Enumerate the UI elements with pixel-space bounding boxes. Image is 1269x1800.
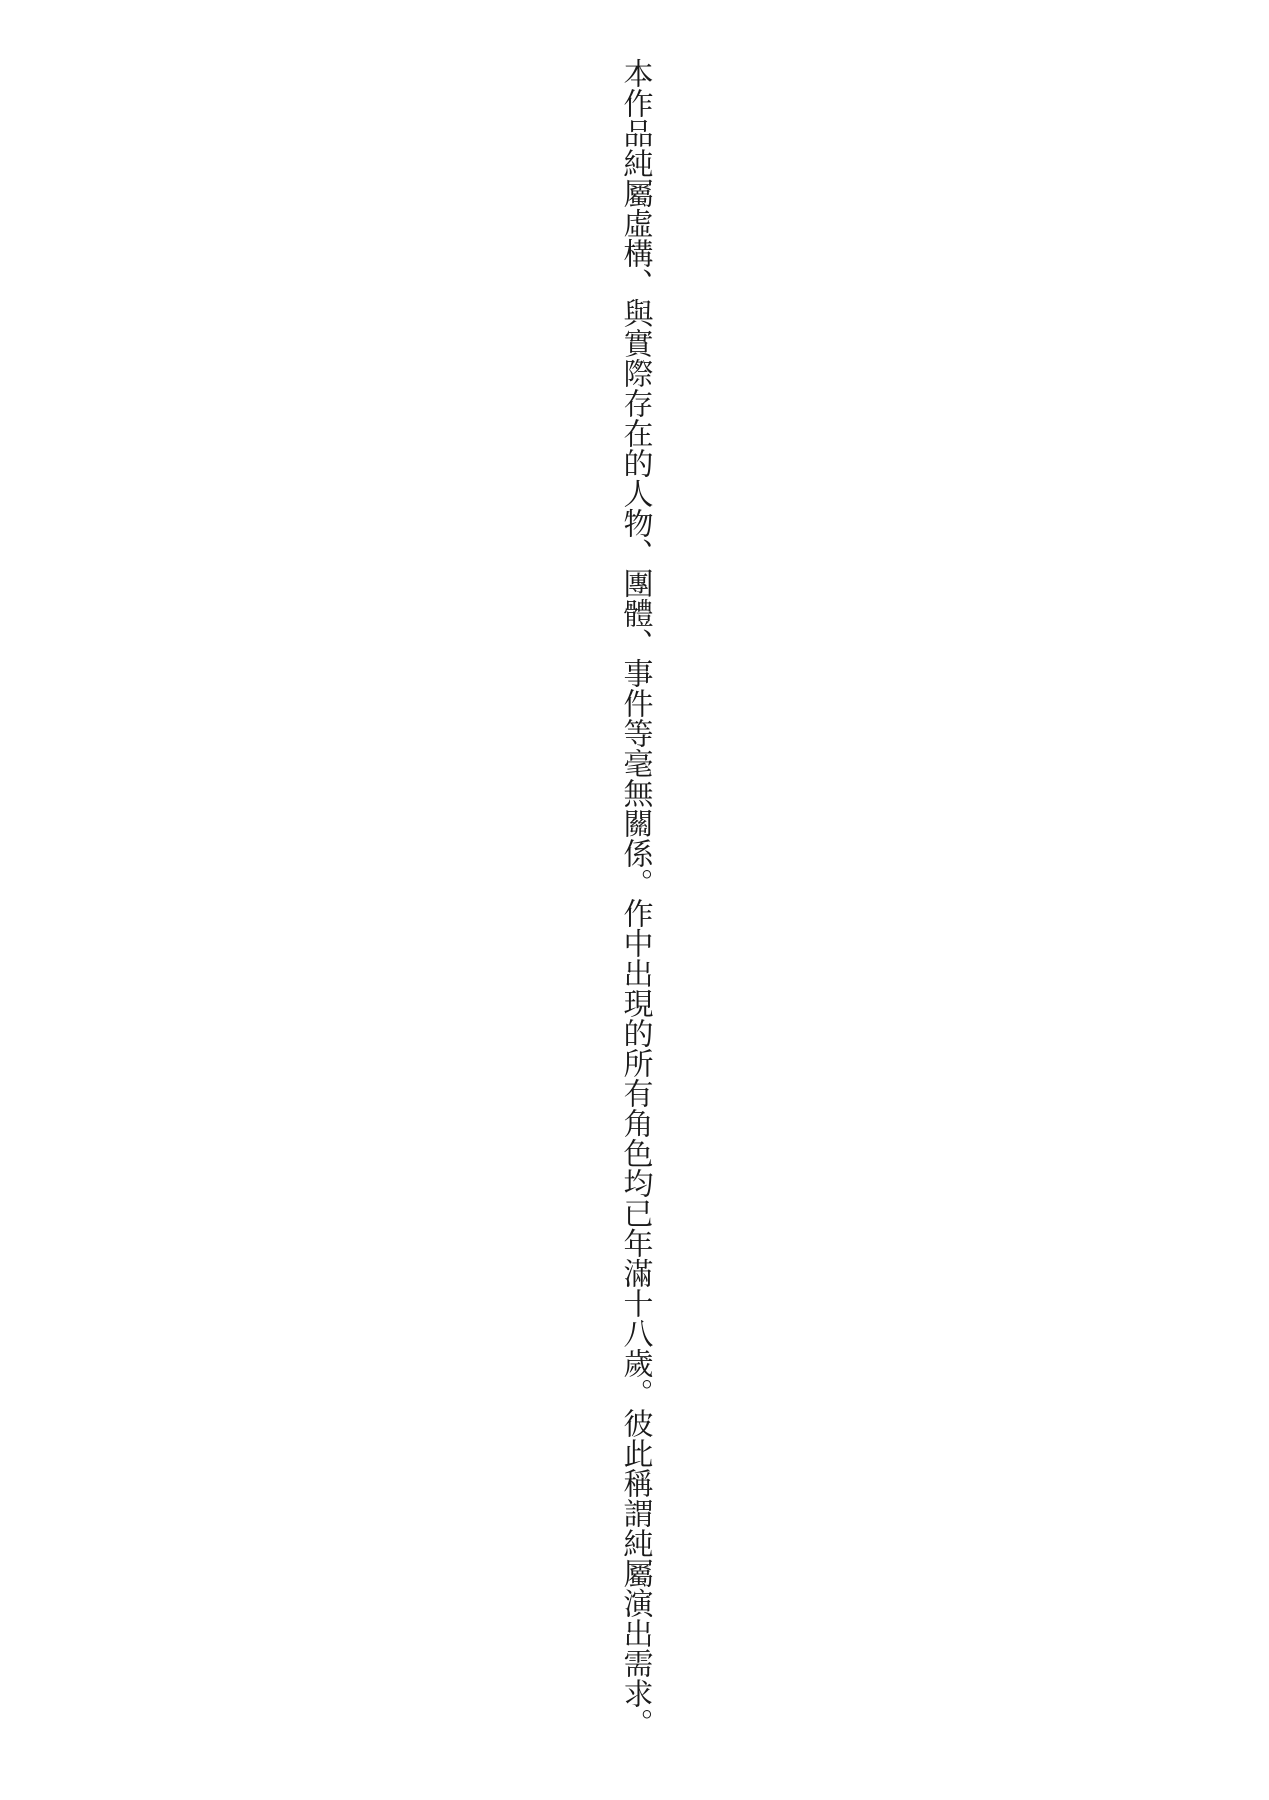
disclaimer-text: 本作品純屬虛構、與實際存在的人物、團體、事件等毫無關係。作中出現的所有角色均已年滿十八歲。彼此稱謂純屬演出需求。 bbox=[618, 58, 652, 1738]
